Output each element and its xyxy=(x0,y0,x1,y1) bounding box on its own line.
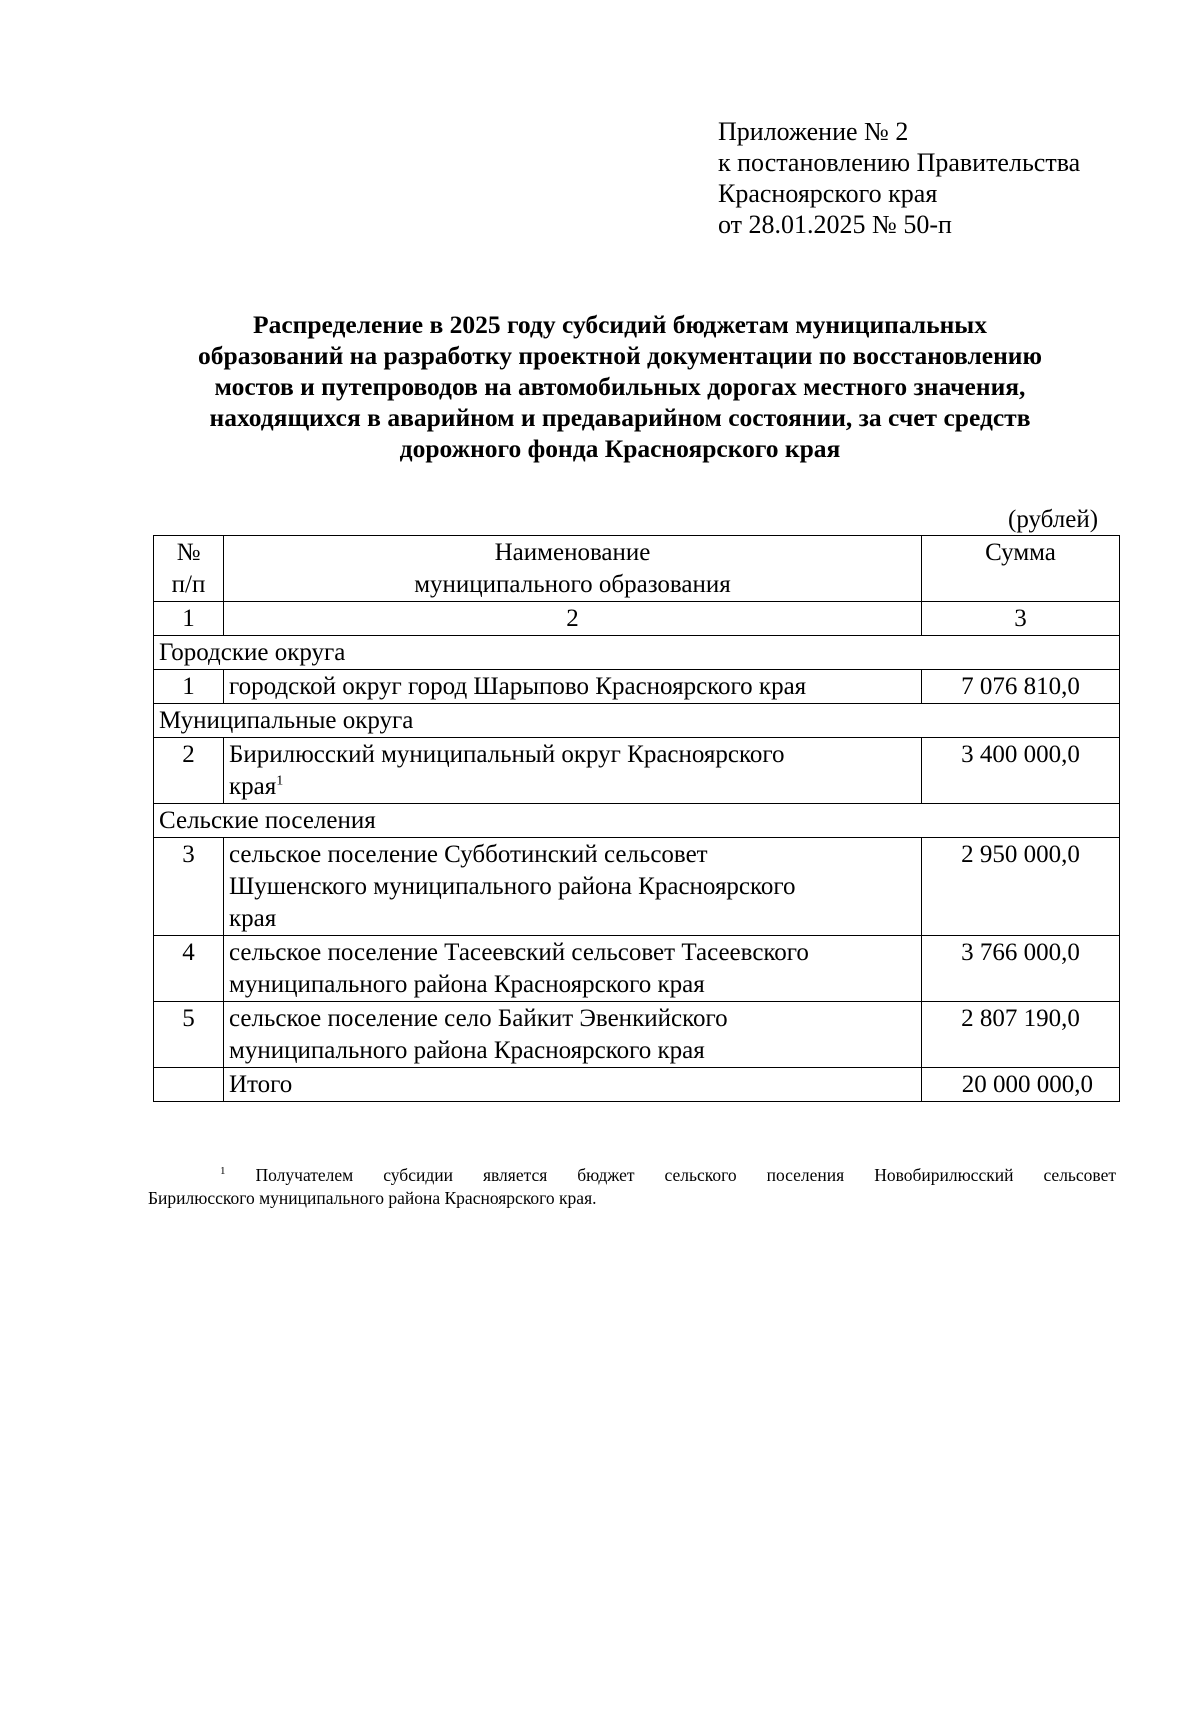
annex-note xyxy=(718,116,1080,240)
row-number: 1 xyxy=(154,670,224,704)
title-line-2: образований на разработку проектной документации по восстановлению xyxy=(198,341,1042,370)
header-name-line-2: муниципального образования xyxy=(414,571,731,598)
row-name-line-1: сельское поселение Субботинский сельсовет xyxy=(229,841,708,868)
header-name-line-1: Наименование xyxy=(494,539,651,566)
total-row xyxy=(154,1068,1120,1102)
section-title-urban-districts: Городские округа xyxy=(154,636,1120,670)
header-number xyxy=(154,536,224,602)
row-name xyxy=(224,838,922,936)
row-name-line-1: сельское поселение Тасеевский сельсовет Тасеевского xyxy=(229,939,809,966)
header-number-line-2: п/п xyxy=(171,571,206,598)
row-amount: 3 766 000,0 xyxy=(922,936,1120,1002)
row-name-line-3: края xyxy=(229,905,277,932)
row-name xyxy=(224,1002,922,1068)
table-row xyxy=(154,738,1120,804)
footnote-line-1 xyxy=(148,1164,1116,1187)
footnote xyxy=(148,1164,1116,1210)
table-header-row xyxy=(154,536,1120,602)
total-amount: 20 000 000,0 xyxy=(922,1068,1120,1102)
annex-line-3: Красноярского края xyxy=(718,179,938,208)
row-number: 4 xyxy=(154,936,224,1002)
row-amount: 3 400 000,0 xyxy=(922,738,1120,804)
column-number-3: 3 xyxy=(922,602,1120,636)
section-row xyxy=(154,636,1120,670)
header-number-line-1: № xyxy=(176,539,201,566)
subsidy-table xyxy=(153,535,1120,1102)
section-row xyxy=(154,804,1120,838)
row-name-line-2 xyxy=(229,771,916,803)
table-row xyxy=(154,838,1120,936)
row-name-line-2: Шушенского муниципального района Красноярского xyxy=(229,873,796,900)
row-number: 3 xyxy=(154,838,224,936)
row-number: 2 xyxy=(154,738,224,804)
row-name-line-1: сельское поселение село Байкит Эвенкийского xyxy=(229,1005,728,1032)
title-line-3: мостов и путепроводов на автомобильных дорогах местного значения, xyxy=(214,372,1026,401)
row-name xyxy=(224,936,922,1002)
footnote-mark: 1 xyxy=(276,773,284,789)
footnote-line-2: Бирилюсского муниципального района Красноярского края. xyxy=(148,1188,597,1208)
table-row xyxy=(154,936,1120,1002)
row-name-line-2: муниципального района Красноярского края xyxy=(229,1037,705,1064)
row-name-line-2-text: края xyxy=(229,773,277,800)
section-title-rural-settlements: Сельские поселения xyxy=(154,804,1120,838)
row-number: 5 xyxy=(154,1002,224,1068)
header-name xyxy=(224,536,922,602)
table-row xyxy=(154,670,1120,704)
total-number-empty xyxy=(154,1068,224,1102)
annex-line-1: Приложение № 2 xyxy=(718,117,909,146)
total-label: Итого xyxy=(224,1068,922,1102)
table-row xyxy=(154,1002,1120,1068)
title-line-5: дорожного фонда Красноярского края xyxy=(399,434,841,463)
title-line-1: Распределение в 2025 году субсидий бюджетам муниципальных xyxy=(253,310,987,339)
section-row xyxy=(154,704,1120,738)
row-amount: 7 076 810,0 xyxy=(922,670,1120,704)
row-amount: 2 807 190,0 xyxy=(922,1002,1120,1068)
row-name: городской округ город Шарыпово Красноярского края xyxy=(224,670,922,704)
row-amount: 2 950 000,0 xyxy=(922,838,1120,936)
column-number-2: 2 xyxy=(224,602,922,636)
annex-line-2: к постановлению Правительства xyxy=(718,148,1081,177)
footnote-number: 1 xyxy=(220,1165,226,1178)
column-number-1: 1 xyxy=(154,602,224,636)
column-number-row xyxy=(154,602,1120,636)
row-name-line-1: Бирилюсский муниципальный округ Красноярского xyxy=(229,741,785,768)
footnote-line-1-text: Получателем субсидии является бюджет сельского поселения Новобирилюсский сельсовет xyxy=(255,1165,1116,1185)
document-title xyxy=(140,309,1100,464)
header-amount: Сумма xyxy=(922,536,1120,602)
section-title-municipal-districts: Муниципальные округа xyxy=(154,704,1120,738)
row-name xyxy=(224,738,922,804)
row-name-line-2: муниципального района Красноярского края xyxy=(229,971,705,998)
title-line-4: находящихся в аварийном и предаварийном состоянии, за счет средств xyxy=(209,403,1031,432)
annex-line-4: от 28.01.2025 № 50-п xyxy=(718,210,952,239)
units-label: (рублей) xyxy=(1008,506,1099,533)
